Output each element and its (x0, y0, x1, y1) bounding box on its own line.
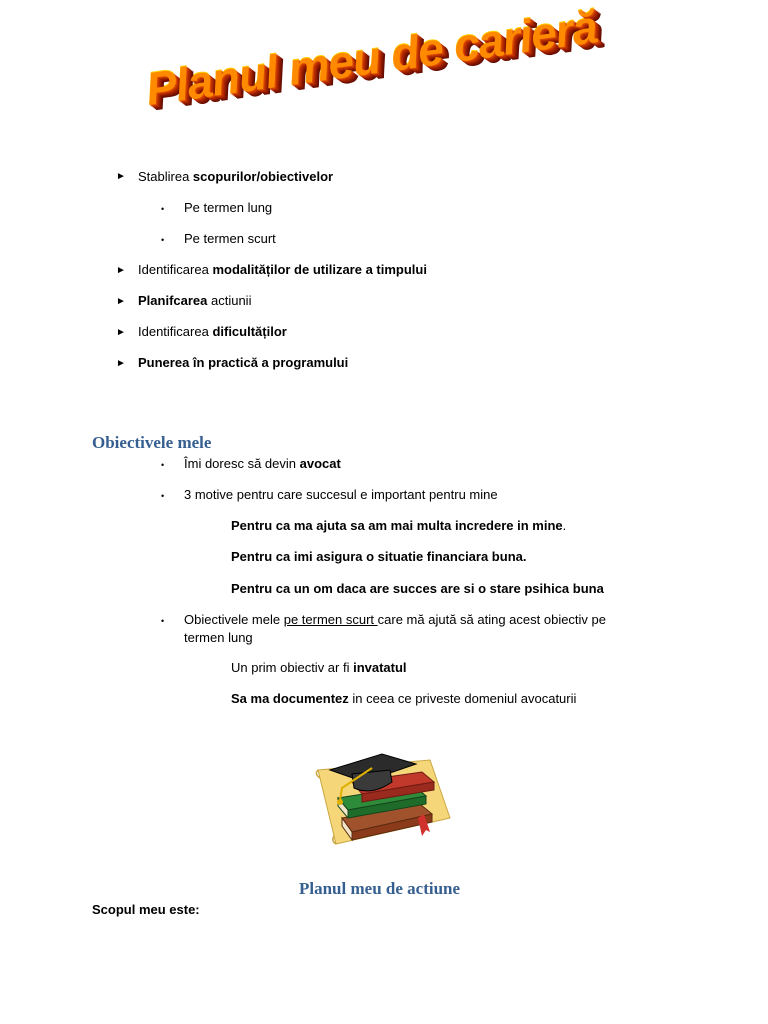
list-item: Pentru ca ma ajuta sa am mai multa incredere in mine. (231, 518, 567, 533)
dot-bullet-icon: • (161, 235, 165, 245)
list-item: 3 motive pentru care succesul e important pentru mine (184, 487, 498, 502)
list-item: Obiectivele mele pe termen scurt care mă ajută să ating acest obiectiv pe (184, 612, 607, 627)
list-item: Îmi doresc să devin avocat (184, 456, 341, 471)
books-with-graduation-cap-icon (312, 748, 457, 850)
page-title: Planul meu de carieră (142, 0, 600, 116)
dot-bullet-icon: • (161, 204, 165, 214)
arrow-bullet-icon: ► (116, 296, 126, 307)
list-item: Un prim obiectiv ar fi invatatul (231, 660, 407, 675)
list-item: Stablirea scopurilor/obiectivelor (138, 169, 334, 184)
section-heading: Obiectivele mele (92, 433, 212, 452)
list-item: Pentru ca un om daca are succes are si o stare psihica buna (231, 581, 604, 596)
section-heading: Planul meu de actiune (299, 879, 461, 898)
list-item: Punerea în practică a programului (138, 355, 349, 370)
arrow-bullet-icon: ► (116, 171, 126, 182)
arrow-bullet-icon: ► (116, 327, 126, 338)
goal-label: Scopul meu este: (92, 902, 200, 917)
list-item-continuation: termen lung (184, 630, 253, 645)
list-item: Planifcarea actiunii (138, 293, 252, 308)
list-item: Pentru ca imi asigura o situatie financiara buna. (231, 549, 527, 564)
dot-bullet-icon: • (161, 491, 165, 501)
arrow-bullet-icon: ► (116, 265, 126, 276)
list-item: Sa ma documentez in ceea ce priveste domeniul avocaturii (231, 691, 577, 706)
list-item: Pe termen lung (184, 200, 273, 215)
list-item: Identificarea modalităților de utilizare a timpului (138, 262, 427, 277)
list-item: Pe termen scurt (184, 231, 276, 246)
arrow-bullet-icon: ► (116, 358, 126, 369)
list-item: Identificarea dificultăților (138, 324, 287, 339)
dot-bullet-icon: • (161, 460, 165, 470)
dot-bullet-icon: • (161, 616, 165, 626)
